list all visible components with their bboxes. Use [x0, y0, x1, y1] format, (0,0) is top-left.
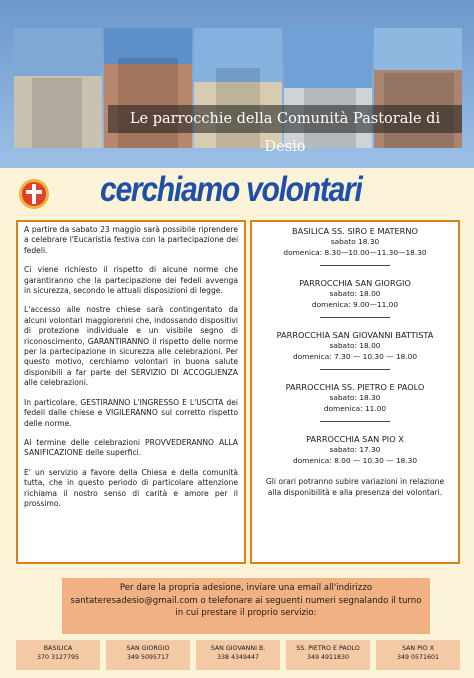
divider	[320, 317, 390, 318]
phone-label: SAN GIORGIO	[126, 645, 170, 652]
announcement-paragraph: Ci viene richiesto il rispetto di alcune norme che garantiranno che la partecipazione dei fedeli avvenga in sicurezza, secondo le attuali disposizioni di legge.	[24, 265, 238, 296]
phone-label: SAN PIO X	[401, 645, 435, 652]
announcement-paragraph: E' un servizio a favore della Chiesa e della comunità tutta, che in questo periodo di particolare attenzione richiama il nostro senso di carità e amore per il prossimo.	[24, 467, 238, 508]
parish-name: PARROCCHIA SS. PIETRO E PAOLO	[285, 382, 425, 392]
phone-label: SS. PIETRO E PAOLO	[296, 645, 360, 652]
mass-schedule-panel	[250, 220, 460, 564]
mass-times: domenica: 9.00—11.00	[311, 299, 399, 309]
contact-text: Per dare la propria adesione, inviare una email all'indirizzo santateresadesio@gmail.com o telefonare ai seguenti numeri segnalando il turno in cui prestare il proprio servizio:	[70, 583, 422, 618]
phone-label: SAN GIOVANNI B.	[210, 645, 266, 652]
phone-card-pietro-paolo	[286, 640, 370, 670]
phone-label: BASILICA	[43, 645, 73, 652]
phone-card-san-giovanni	[196, 640, 280, 670]
contact-box	[62, 578, 430, 634]
parish-name: PARROCCHIA SAN PIO X	[306, 434, 404, 444]
parish-community-logo-icon	[18, 178, 50, 210]
divider	[320, 421, 390, 422]
phone-card-basilica	[16, 640, 100, 670]
mass-times: sabato: 18.30	[329, 393, 381, 402]
mass-times: domenica: 8.00 — 10.30 — 18.30	[292, 455, 418, 465]
divider	[320, 369, 390, 370]
announcement-paragraph: A partire da sabato 23 maggio sarà possibile riprendere a celebrare l'Eucaristia festiva con la partecipazione dei fedeli.	[24, 225, 238, 255]
church-photo-1	[14, 28, 102, 148]
parish-schedule	[256, 330, 454, 370]
parish-schedule	[256, 278, 454, 318]
phone-number: 349 0571601	[396, 654, 440, 661]
mass-times: sabato 18.30	[330, 237, 380, 246]
divider	[320, 265, 390, 266]
mass-times: domenica: 11.00	[323, 403, 387, 413]
phone-number: 338 4349447	[216, 654, 260, 661]
phone-contacts	[16, 640, 460, 670]
phone-card-san-giorgio	[106, 640, 190, 670]
phone-number: 349 4911830	[306, 654, 350, 661]
mass-times: sabato: 18.00	[329, 341, 381, 350]
banner-caption: Le parrocchie della Comunità Pastorale di Desio	[108, 105, 462, 133]
page-title: cerchiamo volontari	[100, 170, 362, 209]
schedule-note: Gli orari potranno subire variazioni in relazione alla disponibilità e alla presenza dei volontari.	[265, 477, 445, 497]
announcement-paragraph: In particolare, GESTIRANNO L'INGRESSO E L'USCITA dei fedeli dalle chiese e VIGILERANNO sul corretto rispetto delle norme.	[24, 397, 238, 428]
parish-name: BASILICA SS. SIRO E MATERNO	[292, 226, 418, 236]
announcement-paragraph: L'accesso alle nostre chiese sarà contingentato da alcuni volontari maggiorenni che, indossando dispositivi di protezione individuale e un visibile segno di riconoscimento, GARANTIRANNO il rispetto delle norme per la partecipazione in sicurezza alle celebrazioni. Per questo motivo, cerchiamo volontari in buona salute disponibili a far parte del SERVIZIO DI ACCOGLIENZA alle celebrazioni.	[24, 305, 238, 388]
parish-schedule	[256, 434, 454, 466]
parish-schedule	[256, 226, 454, 266]
mass-times: domenica: 7.30 — 10.30 — 18.00	[292, 351, 418, 361]
mass-times: sabato: 18.00	[329, 289, 381, 298]
announcement-panel	[16, 220, 246, 564]
phone-number: 349 5095717	[126, 654, 170, 661]
mass-times: sabato: 17.30	[329, 445, 381, 454]
phone-number: 370 3127795	[36, 654, 80, 661]
parish-name: PARROCCHIA SAN GIOVANNI BATTISTA	[276, 330, 434, 340]
mass-times: domenica: 8.30—10.00—11.30—18.30	[283, 247, 427, 257]
header-banner	[0, 0, 474, 168]
parish-name: PARROCCHIA SAN GIORGIO	[299, 278, 411, 288]
parish-schedule	[256, 382, 454, 422]
phone-card-san-pio	[376, 640, 460, 670]
announcement-paragraph: Al termine delle celebrazioni PROVVEDERANNO ALLA SANIFICAZIONE delle superfici.	[24, 437, 238, 458]
